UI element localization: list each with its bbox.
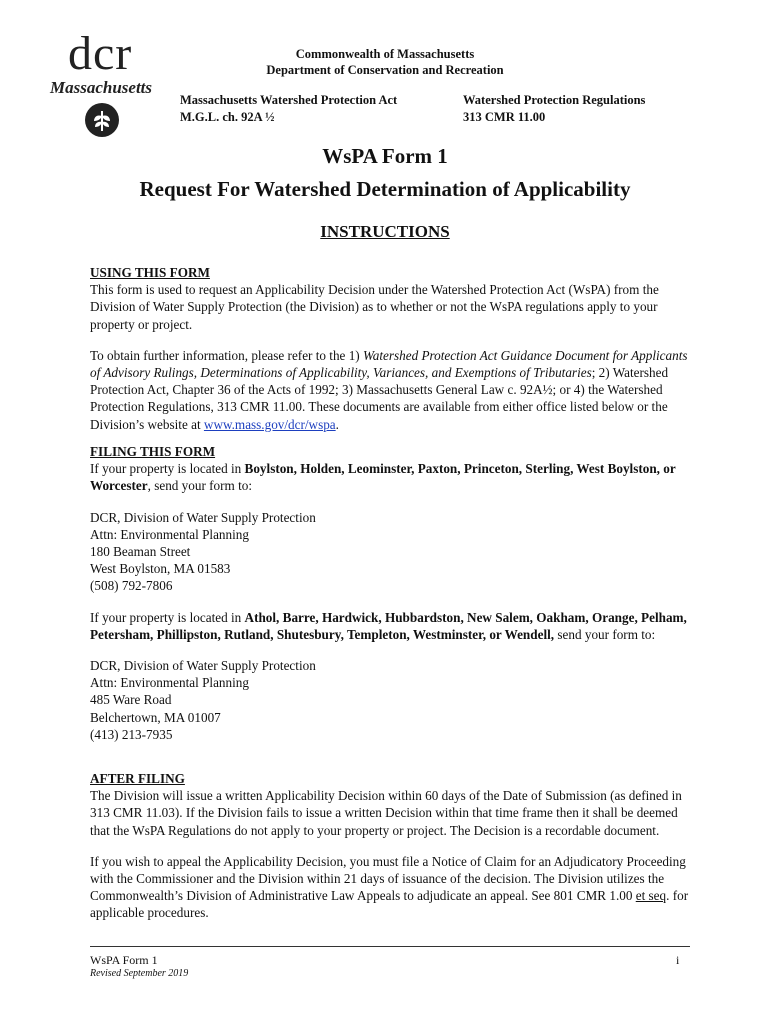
using-paragraph-1: This form is used to request an Applicability Decision under the Watershed Protection Act (WsPA) from the Division of Water Supply Protection (the Division) as to whether or not the WsPA regulations apply to your property or project. [90, 282, 659, 332]
address-line: DCR, Division of Water Supply Protection [90, 509, 316, 525]
wspa-website-link[interactable]: www.mass.gov/dcr/wspa [203, 416, 336, 432]
using-section [90, 264, 690, 433]
wspa-act-line: Massachusetts Watershed Protection Act [180, 93, 398, 107]
footer-form-name: WsPA Form 1 [90, 953, 158, 967]
p2-end: . [335, 416, 339, 432]
filing-paragraph-2 [90, 609, 690, 643]
guidance-document-title: Watershed Protection Act Guidance Document for Applicants of Advisory Rulings, Determinations of Applicability, Variances, and Exemptions of Tributaries [90, 347, 688, 381]
et-seq: et seq [635, 888, 667, 904]
footer-page-number: i [676, 953, 680, 967]
address-line: Attn: Environmental Planning [90, 526, 249, 542]
using-paragraph-2 [90, 347, 690, 433]
after-heading: AFTER FILING [90, 771, 185, 786]
p2-text-b: ; 2) Watershed Protection Act, Chapter 36 of the Acts of 1992; 3) Massachusetts General Law c. 92A½; or 4) the Watershed Protection Regulations, 313 CMR 11.00. These documents are available from either office listed below or the Division’s website at [90, 365, 669, 432]
address-line: 180 Beaman Street [90, 544, 191, 560]
address-line: DCR, Division of Water Supply Protection [90, 658, 316, 674]
address-belchertown [90, 657, 690, 743]
cmr-line: 313 CMR 11.00 [463, 110, 546, 124]
dcr-logo-wordmark: dcr [68, 27, 133, 80]
filing-section [90, 443, 690, 743]
address-line: Belchertown, MA 01007 [90, 709, 221, 725]
after-p2-text-b: . for applicable procedures. [90, 888, 689, 921]
filing-paragraph-1 [90, 460, 690, 494]
using-heading: USING THIS FORM [90, 265, 210, 280]
filing-towns-list-1: Boylston, Holden, Leominster, Paxton, Princeton, Sterling, West Boylston, or Worcester [90, 461, 676, 494]
filing-p2-text-b: send your form to: [554, 626, 656, 642]
phone-number: (413) 213-7935 [90, 726, 173, 742]
form-subtitle: Request For Watershed Determination of Applicability [139, 177, 631, 201]
filing-p1-text-a: If your property is located in [90, 461, 245, 477]
filing-p2-text-a: If your property is located in [90, 609, 245, 625]
regulations-line: Watershed Protection Regulations [463, 93, 646, 107]
commonwealth-line: Commonwealth of Massachusetts [295, 47, 475, 61]
massachusetts-logo-text: Massachusetts [50, 78, 153, 97]
p2-text-a: To obtain further information, please refer to the 1) [90, 347, 363, 363]
after-section [90, 770, 690, 922]
address-line: West Boylston, MA 01583 [90, 561, 231, 577]
filing-heading: FILING THIS FORM [90, 444, 216, 459]
instructions-heading: INSTRUCTIONS [320, 222, 450, 241]
department-line: Department of Conservation and Recreation [266, 63, 504, 77]
footer-divider [90, 946, 690, 947]
address-line: Attn: Environmental Planning [90, 675, 249, 691]
footer-revised-date: Revised September 2019 [90, 968, 189, 979]
mgl-line: M.G.L. ch. 92A ½ [180, 110, 275, 124]
after-paragraph-1: The Division will issue a written Applicability Decision within 60 days of the Date of Submission (as defined in 313 CMR 11.03). If the Division fails to issue a written Decision within that time frame then it shall be deemed that the WsPA Regulations do not apply to your property or project. The Decision is a recordable document. [90, 788, 682, 838]
address-west-boylston [90, 509, 690, 595]
after-paragraph-2 [90, 853, 690, 922]
filing-p1-text-b: , send your form to: [147, 478, 252, 494]
leaf-seal-icon [84, 102, 120, 138]
filing-towns-list-2: Athol, Barre, Hardwick, Hubbardston, New Salem, Oakham, Orange, Pelham, Petersham, Phillipston, Rutland, Shutesbury, Templeton, Westminster, or Wendell, [90, 609, 687, 642]
phone-number: (508) 792-7806 [90, 578, 173, 594]
form-title: WsPA Form 1 [322, 144, 448, 168]
after-p2-text-a: If you wish to appeal the Applicability Decision, you must file a Notice of Claim for an Adjudicatory Proceeding with the Commissioner and the Division within 21 days of issuance of the decision. The Division utilizes the Commonwealth’s Division of Administrative Law Appeals to adjudicate an appeal. See 801 CMR 1.00 [90, 853, 686, 904]
address-line: 485 Ware Road [90, 692, 172, 708]
